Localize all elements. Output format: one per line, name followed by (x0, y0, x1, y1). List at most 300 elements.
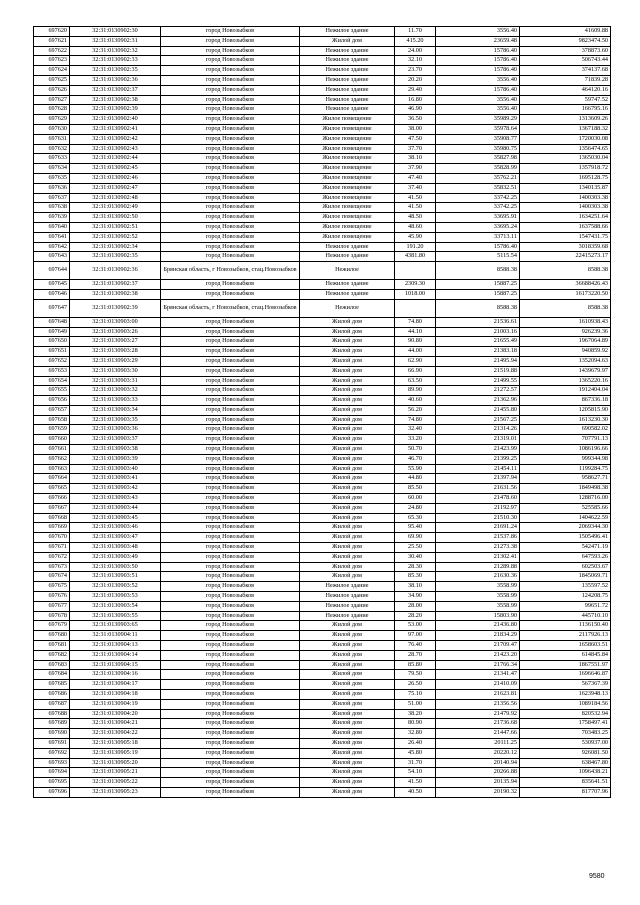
object-type-cell: Нежилое здание (300, 289, 395, 299)
object-type-cell: Жилой дом (300, 386, 395, 396)
specific-value-cell: 21423.20 (436, 650, 520, 660)
table-row (34, 366, 611, 376)
table-row (34, 36, 611, 46)
address-cell: город Новозыбков (161, 748, 300, 758)
row-number-cell: 697622 (34, 46, 70, 56)
object-type-cell: Жилой дом (300, 641, 395, 651)
table-row (34, 592, 611, 602)
specific-value-cell: 23659.48 (436, 36, 520, 46)
table-row (34, 445, 611, 455)
row-number-cell: 697675 (34, 582, 70, 592)
object-type-cell: Нежилое здание (300, 56, 395, 66)
address-cell: город Новозыбков (161, 356, 300, 366)
object-type-cell: Нежилое здание (300, 75, 395, 85)
cadastral-value-cell: 1288716.00 (520, 494, 611, 504)
address-cell: город Новозыбков (161, 183, 300, 193)
cadastral-value-cell: 2117926.13 (520, 631, 611, 641)
specific-value-cell: 21655.49 (436, 337, 520, 347)
cadastral-value-cell: 1695128.75 (520, 173, 611, 183)
table-row (34, 729, 611, 739)
area-cell: 37.90 (395, 164, 436, 174)
object-type-cell: Жилой дом (300, 405, 395, 415)
table-row (34, 543, 611, 553)
row-number-cell: 697650 (34, 337, 70, 347)
row-number-cell: 697687 (34, 699, 70, 709)
table-row (34, 262, 611, 280)
area-cell: 32.40 (395, 425, 436, 435)
cadastral-number-cell: 32:31:0130902:36 (70, 75, 161, 85)
cadastral-value-cell: 71839.28 (520, 75, 611, 85)
table-row (34, 154, 611, 164)
object-type-cell: Жилой дом (300, 572, 395, 582)
cadastral-number-cell: 32:31:0130902:41 (70, 124, 161, 134)
cadastral-number-cell: 32:31:0130902:37 (70, 85, 161, 95)
cadastral-value-cell: 638467.80 (520, 758, 611, 768)
table-row (34, 533, 611, 543)
area-cell: 24.00 (395, 46, 436, 56)
address-cell: город Новозыбков (161, 533, 300, 543)
object-type-cell: Жилой дом (300, 748, 395, 758)
object-type-cell: Нежилое здание (300, 46, 395, 56)
row-number-cell: 697646 (34, 289, 70, 299)
specific-value-cell: 21630.36 (436, 572, 520, 582)
object-type-cell: Жилое помещение (300, 115, 395, 125)
cadastral-value-cell: 445710.10 (520, 611, 611, 621)
cadastral-number-cell: 32:31:0130903:33 (70, 396, 161, 406)
table-row (34, 641, 611, 651)
cadastral-number-cell: 32:31:0130902:37 (70, 280, 161, 290)
object-type-cell: Жилой дом (300, 356, 395, 366)
cadastral-value-cell: 940859.92 (520, 347, 611, 357)
address-cell: город Новозыбков (161, 124, 300, 134)
address-cell: город Новозыбков (161, 85, 300, 95)
area-cell: 51.00 (395, 699, 436, 709)
row-number-cell: 697685 (34, 680, 70, 690)
cadastral-number-cell: 32:31:0130904:18 (70, 690, 161, 700)
cadastral-number-cell: 32:31:0130902:39 (70, 299, 161, 317)
address-cell: город Новозыбков (161, 641, 300, 651)
row-number-cell: 697643 (34, 252, 70, 262)
row-number-cell: 697638 (34, 203, 70, 213)
cadastral-value-cell: 926239.36 (520, 327, 611, 337)
area-cell: 47.40 (395, 173, 436, 183)
address-cell: город Новозыбков (161, 415, 300, 425)
specific-value-cell: 21736.68 (436, 719, 520, 729)
specific-value-cell: 21319.01 (436, 435, 520, 445)
area-cell: 33.20 (395, 435, 436, 445)
cadastral-number-cell: 32:31:0130902:49 (70, 203, 161, 213)
cadastral-number-cell: 32:31:0130903:31 (70, 376, 161, 386)
specific-value-cell: 33742.25 (436, 203, 520, 213)
object-type-cell: Нежилое здание (300, 105, 395, 115)
address-cell: город Новозыбков (161, 660, 300, 670)
row-number-cell: 697695 (34, 778, 70, 788)
area-cell: 44.00 (395, 347, 436, 357)
address-cell: город Новозыбков (161, 134, 300, 144)
object-type-cell: Жилой дом (300, 758, 395, 768)
object-type-cell: Нежилое здание (300, 611, 395, 621)
address-cell: город Новозыбков (161, 222, 300, 232)
cadastral-value-cell: 1404622.59 (520, 513, 611, 523)
object-type-cell: Жилой дом (300, 474, 395, 484)
specific-value-cell: 21766.34 (436, 660, 520, 670)
table-row (34, 660, 611, 670)
specific-value-cell: 35827.98 (436, 154, 520, 164)
row-number-cell: 697672 (34, 552, 70, 562)
specific-value-cell: 3556.40 (436, 27, 520, 37)
address-cell: город Новозыбков (161, 27, 300, 37)
object-type-cell: Жилой дом (300, 366, 395, 376)
cadastral-value-cell: 1340135.87 (520, 183, 611, 193)
specific-value-cell: 21192.97 (436, 503, 520, 513)
object-type-cell: Жилое помещение (300, 154, 395, 164)
table-row (34, 299, 611, 317)
row-number-cell: 697661 (34, 445, 70, 455)
area-cell: 20.20 (395, 75, 436, 85)
table-row (34, 56, 611, 66)
table-row (34, 425, 611, 435)
page-number: 9580 (589, 873, 605, 880)
cadastral-number-cell: 32:31:0130903:28 (70, 347, 161, 357)
address-cell: город Новозыбков (161, 494, 300, 504)
specific-value-cell: 21423.99 (436, 445, 520, 455)
area-cell: 28.70 (395, 650, 436, 660)
cadastral-value-cell: 1623948.13 (520, 690, 611, 700)
row-number-cell: 697653 (34, 366, 70, 376)
cadastral-number-cell: 32:31:0130903:34 (70, 405, 161, 415)
address-cell: город Новозыбков (161, 242, 300, 252)
cadastral-number-cell: 32:31:0130902:48 (70, 193, 161, 203)
cadastral-number-cell: 32:31:0130903:50 (70, 562, 161, 572)
address-cell: город Новозыбков (161, 611, 300, 621)
specific-value-cell: 20220.12 (436, 748, 520, 758)
row-number-cell: 697656 (34, 396, 70, 406)
object-type-cell: Жилое помещение (300, 222, 395, 232)
cadastral-value-cell: 1367188.32 (520, 124, 611, 134)
area-cell: 38.00 (395, 124, 436, 134)
area-cell: 37.40 (395, 183, 436, 193)
cadastral-number-cell: 32:31:0130904:19 (70, 699, 161, 709)
object-type-cell: Жилой дом (300, 680, 395, 690)
specific-value-cell: 8588.38 (436, 299, 520, 317)
cadastral-value-cell: 135597.52 (520, 582, 611, 592)
cadastral-number-cell: 32:31:0130903:32 (70, 386, 161, 396)
cadastral-value-cell: 958627.71 (520, 474, 611, 484)
specific-value-cell: 21537.86 (436, 533, 520, 543)
table-row (34, 317, 611, 327)
specific-value-cell: 33742.25 (436, 193, 520, 203)
area-cell: 48.50 (395, 213, 436, 223)
object-type-cell: Жилой дом (300, 787, 395, 797)
table-row (34, 356, 611, 366)
table-row (34, 631, 611, 641)
area-cell: 31.70 (395, 758, 436, 768)
object-type-cell: Жилое помещение (300, 193, 395, 203)
object-type-cell: Жилой дом (300, 337, 395, 347)
specific-value-cell: 21383.18 (436, 347, 520, 357)
cadastral-number-cell: 32:31:0130903:27 (70, 337, 161, 347)
area-cell: 2309.30 (395, 280, 436, 290)
row-number-cell: 697648 (34, 317, 70, 327)
cadastral-number-cell: 32:31:0130904:16 (70, 670, 161, 680)
cadastral-value-cell: 8588.38 (520, 299, 611, 317)
specific-value-cell: 21519.88 (436, 366, 520, 376)
cadastral-number-cell: 32:31:0130904:15 (70, 660, 161, 670)
specific-value-cell: 5115.54 (436, 252, 520, 262)
area-cell: 41.50 (395, 193, 436, 203)
specific-value-cell: 3556.40 (436, 105, 520, 115)
object-type-cell: Жилой дом (300, 533, 395, 543)
row-number-cell: 697666 (34, 494, 70, 504)
area-cell: 32.10 (395, 56, 436, 66)
address-cell: город Новозыбков (161, 376, 300, 386)
cadastral-value-cell: 36688426.43 (520, 280, 611, 290)
cadastral-number-cell: 32:31:0130904:17 (70, 680, 161, 690)
row-number-cell: 697632 (34, 144, 70, 154)
cadastral-number-cell: 32:31:0130905:20 (70, 758, 161, 768)
area-cell: 85.80 (395, 660, 436, 670)
table-row (34, 601, 611, 611)
specific-value-cell: 21436.80 (436, 621, 520, 631)
address-cell: город Новозыбков (161, 719, 300, 729)
cadastral-value-cell: 59747.52 (520, 95, 611, 105)
address-cell: город Новозыбков (161, 582, 300, 592)
row-number-cell: 697662 (34, 454, 70, 464)
object-type-cell: Жилой дом (300, 454, 395, 464)
data-table (33, 26, 611, 798)
cadastral-number-cell: 32:31:0130902:47 (70, 183, 161, 193)
row-number-cell: 697625 (34, 75, 70, 85)
cadastral-number-cell: 32:31:0130903:51 (70, 572, 161, 582)
object-type-cell: Жилое помещение (300, 183, 395, 193)
cadastral-number-cell: 32:31:0130903:38 (70, 445, 161, 455)
cadastral-value-cell: 1199284.75 (520, 464, 611, 474)
row-number-cell: 697626 (34, 85, 70, 95)
area-cell: 85.30 (395, 572, 436, 582)
row-number-cell: 697645 (34, 280, 70, 290)
cadastral-value-cell: 647593.26 (520, 552, 611, 562)
specific-value-cell: 15887.25 (436, 280, 520, 290)
area-cell: 28.00 (395, 601, 436, 611)
area-cell: 97.00 (395, 631, 436, 641)
area-cell: 44.80 (395, 474, 436, 484)
table-row (34, 27, 611, 37)
cadastral-number-cell: 32:31:0130903:45 (70, 513, 161, 523)
specific-value-cell: 21536.61 (436, 317, 520, 327)
area-cell: 26.50 (395, 680, 436, 690)
address-cell: город Новозыбков (161, 252, 300, 262)
cadastral-number-cell: 32:31:0130903:37 (70, 435, 161, 445)
address-cell: город Новозыбков (161, 572, 300, 582)
cadastral-value-cell: 99651.72 (520, 601, 611, 611)
area-cell: 37.70 (395, 144, 436, 154)
table-row (34, 396, 611, 406)
address-cell: город Новозыбков (161, 154, 300, 164)
object-type-cell: Нежилое здание (300, 582, 395, 592)
object-type-cell: Жилое помещение (300, 232, 395, 242)
table-row (34, 280, 611, 290)
object-type-cell: Жилой дом (300, 690, 395, 700)
table-row (34, 621, 611, 631)
specific-value-cell: 21455.80 (436, 405, 520, 415)
cadastral-number-cell: 32:31:0130905:23 (70, 787, 161, 797)
table-row (34, 690, 611, 700)
row-number-cell: 697677 (34, 601, 70, 611)
address-cell: город Новозыбков (161, 543, 300, 553)
address-cell: город Новозыбков (161, 203, 300, 213)
cadastral-value-cell: 166795.16 (520, 105, 611, 115)
specific-value-cell: 35762.21 (436, 173, 520, 183)
table-row (34, 66, 611, 76)
row-number-cell: 697623 (34, 56, 70, 66)
cadastral-number-cell: 32:31:0130902:36 (70, 262, 161, 280)
cadastral-number-cell: 32:31:0130902:33 (70, 56, 161, 66)
area-cell: 25.50 (395, 543, 436, 553)
cadastral-value-cell: 1089184.56 (520, 699, 611, 709)
object-type-cell: Нежилое здание (300, 242, 395, 252)
row-number-cell: 697664 (34, 474, 70, 484)
row-number-cell: 697654 (34, 376, 70, 386)
object-type-cell: Жилой дом (300, 709, 395, 719)
cadastral-number-cell: 32:31:0130904:20 (70, 709, 161, 719)
cadastral-number-cell: 32:31:0130902:51 (70, 222, 161, 232)
specific-value-cell: 21397.94 (436, 474, 520, 484)
specific-value-cell: 3558.99 (436, 601, 520, 611)
specific-value-cell: 20135.94 (436, 778, 520, 788)
address-cell: город Новозыбков (161, 513, 300, 523)
area-cell: 40.60 (395, 396, 436, 406)
object-type-cell: Нежилое здание (300, 592, 395, 602)
specific-value-cell: 21691.24 (436, 523, 520, 533)
object-type-cell: Жилой дом (300, 631, 395, 641)
cadastral-value-cell: 1867551.97 (520, 660, 611, 670)
specific-value-cell: 8588.38 (436, 262, 520, 280)
object-type-cell: Жилой дом (300, 317, 395, 327)
cadastral-value-cell: 1365220.16 (520, 376, 611, 386)
area-cell: 40.50 (395, 787, 436, 797)
area-cell: 191.20 (395, 242, 436, 252)
specific-value-cell: 35828.99 (436, 164, 520, 174)
address-cell: город Новозыбков (161, 66, 300, 76)
specific-value-cell: 21399.25 (436, 454, 520, 464)
specific-value-cell: 21478.60 (436, 494, 520, 504)
specific-value-cell: 21631.56 (436, 484, 520, 494)
area-cell: 38.10 (395, 154, 436, 164)
object-type-cell: Жилой дом (300, 729, 395, 739)
row-number-cell: 697647 (34, 299, 70, 317)
specific-value-cell: 3556.40 (436, 95, 520, 105)
area-cell: 47.50 (395, 134, 436, 144)
area-cell: 28.20 (395, 611, 436, 621)
table-row (34, 454, 611, 464)
object-type-cell: Нежилое здание (300, 66, 395, 76)
table-row (34, 768, 611, 778)
cadastral-number-cell: 32:31:0130902:30 (70, 27, 161, 37)
table-row (34, 709, 611, 719)
address-cell: город Новозыбков (161, 631, 300, 641)
row-number-cell: 697639 (34, 213, 70, 223)
row-number-cell: 697659 (34, 425, 70, 435)
area-cell: 95.40 (395, 523, 436, 533)
table-row (34, 222, 611, 232)
area-cell: 32.80 (395, 729, 436, 739)
specific-value-cell: 15786.40 (436, 85, 520, 95)
row-number-cell: 697641 (34, 232, 70, 242)
cadastral-value-cell: 1400303.38 (520, 203, 611, 213)
object-type-cell: Жилое помещение (300, 164, 395, 174)
row-number-cell: 697696 (34, 787, 70, 797)
cadastral-value-cell: 22415273.17 (520, 252, 611, 262)
specific-value-cell: 35908.77 (436, 134, 520, 144)
area-cell: 75.10 (395, 690, 436, 700)
area-cell: 85.50 (395, 484, 436, 494)
table-row (34, 134, 611, 144)
table-row (34, 376, 611, 386)
cadastral-number-cell: 32:31:0130903:40 (70, 464, 161, 474)
cadastral-number-cell: 32:31:0130903:29 (70, 356, 161, 366)
cadastral-value-cell: 820532.94 (520, 709, 611, 719)
area-cell: 74.80 (395, 415, 436, 425)
table-row (34, 719, 611, 729)
table-row (34, 611, 611, 621)
address-cell: город Новозыбков (161, 738, 300, 748)
row-number-cell: 697684 (34, 670, 70, 680)
cadastral-value-cell: 1439679.97 (520, 366, 611, 376)
address-cell: город Новозыбков (161, 650, 300, 660)
address-cell: город Новозыбков (161, 386, 300, 396)
cadastral-number-cell: 32:31:0130905:18 (70, 738, 161, 748)
address-cell: город Новозыбков (161, 56, 300, 66)
row-number-cell: 697624 (34, 66, 70, 76)
cadastral-value-cell: 525585.66 (520, 503, 611, 513)
cadastral-value-cell: 1505496.41 (520, 533, 611, 543)
object-type-cell: Нежилое здание (300, 27, 395, 37)
row-number-cell: 697665 (34, 484, 70, 494)
address-cell: город Новозыбков (161, 327, 300, 337)
table-row (34, 758, 611, 768)
cadastral-value-cell: 1696646.87 (520, 670, 611, 680)
cadastral-value-cell: 1086196.66 (520, 445, 611, 455)
cadastral-number-cell: 32:31:0130903:42 (70, 484, 161, 494)
cadastral-number-cell: 32:31:0130904:21 (70, 719, 161, 729)
cadastral-value-cell: 1613230.30 (520, 415, 611, 425)
address-cell: город Новозыбков (161, 778, 300, 788)
cadastral-number-cell: 32:31:0130902:43 (70, 144, 161, 154)
cadastral-value-cell: 124208.75 (520, 592, 611, 602)
row-number-cell: 697629 (34, 115, 70, 125)
address-cell: Брянская область, г Новозыбков, стац.Новозыбков (161, 299, 300, 317)
cadastral-value-cell: 703483.25 (520, 729, 611, 739)
table-row (34, 75, 611, 85)
cadastral-number-cell: 32:31:0130905:22 (70, 778, 161, 788)
table-row (34, 474, 611, 484)
object-type-cell: Жилой дом (300, 768, 395, 778)
object-type-cell: Нежилое здание (300, 85, 395, 95)
area-cell: 41.50 (395, 778, 436, 788)
cadastral-number-cell: 32:31:0130903:00 (70, 317, 161, 327)
object-type-cell: Жилой дом (300, 327, 395, 337)
cadastral-value-cell: 1610938.43 (520, 317, 611, 327)
object-type-cell: Жилой дом (300, 650, 395, 660)
cadastral-value-cell: 464120.16 (520, 85, 611, 95)
row-number-cell: 697681 (34, 641, 70, 651)
cadastral-value-cell: 835641.51 (520, 778, 611, 788)
area-cell: 55.90 (395, 464, 436, 474)
address-cell: город Новозыбков (161, 562, 300, 572)
cadastral-value-cell: 1758497.41 (520, 719, 611, 729)
table-row (34, 738, 611, 748)
cadastral-value-cell: 817707.96 (520, 787, 611, 797)
